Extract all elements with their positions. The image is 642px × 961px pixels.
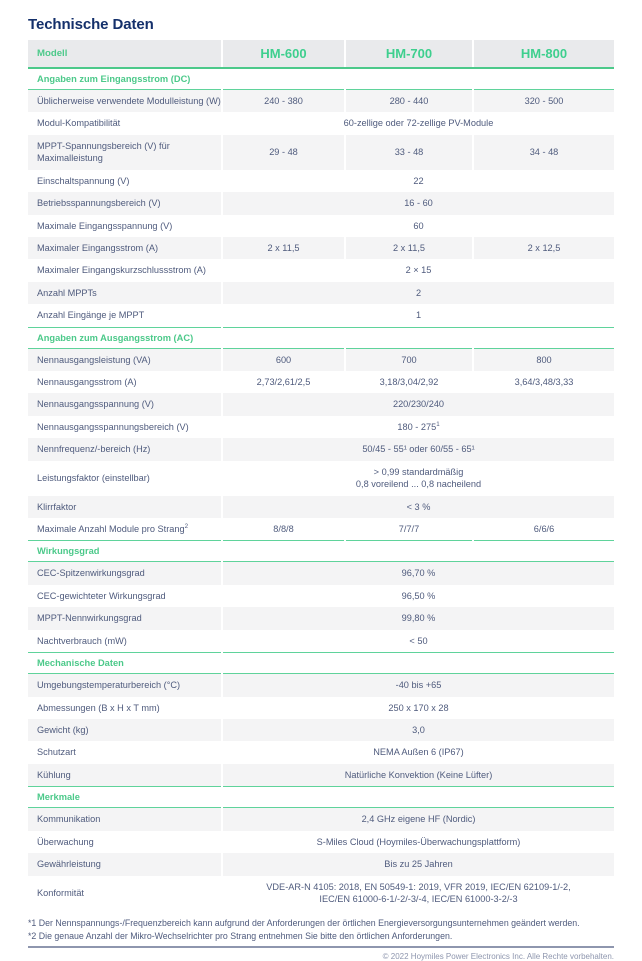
row-value-merged: 3,0: [222, 719, 614, 741]
row-value-merged: 1: [222, 304, 614, 327]
row-label-text: Maximale Anzahl Module pro Strang: [37, 524, 185, 535]
row-value-merged: < 3 %: [222, 496, 614, 518]
row-label: Abmessungen (B x H x T mm): [28, 697, 222, 719]
row-label: Schutzart: [28, 741, 222, 763]
row-value-merged: < 50: [222, 630, 614, 653]
copyright-notice: © 2022 Hoymiles Power Electronics Inc. Alle Rechte vorbehalten.: [382, 952, 614, 961]
row-value-1: 240 - 380: [222, 90, 345, 113]
row-value-3: 34 - 48: [473, 135, 614, 170]
row-value-merged: NEMA Außen 6 (IP67): [222, 741, 614, 763]
footnote-marker: 1: [436, 420, 440, 428]
table-row: [28, 438, 614, 460]
row-value-merged: 2: [222, 282, 614, 304]
section-header-row: [28, 68, 614, 90]
row-value-3: 6/6/6: [473, 518, 614, 541]
table-row: [28, 416, 614, 438]
table-row: [28, 393, 614, 415]
footnote-marker: 2: [184, 522, 189, 530]
row-label: Nachtverbrauch (mW): [28, 630, 222, 653]
table-row: [28, 764, 614, 787]
section-header-row: [28, 327, 614, 348]
row-value-merged: 22: [222, 170, 614, 192]
table-row: [28, 562, 614, 585]
row-label: Nennausgangsleistung (VA): [28, 348, 222, 371]
row-label: CEC-gewichteter Wirkungsgrad: [28, 585, 222, 607]
row-label: Betriebsspannungsbereich (V): [28, 192, 222, 214]
table-row: [28, 371, 614, 393]
row-value-merged: 16 - 60: [222, 192, 614, 214]
row-label: Klirrfaktor: [28, 496, 222, 518]
row-value-merged: 96,50 %: [222, 585, 614, 607]
section-title: Mechanische Daten: [28, 653, 614, 674]
technical-specifications-table: [28, 40, 614, 910]
row-label: Anzahl Eingänge je MPPT: [28, 304, 222, 327]
table-row: [28, 348, 614, 371]
row-label: Modul-Kompatibilität: [28, 112, 222, 134]
row-value-1: 2 x 11,5: [222, 237, 345, 259]
row-label: [28, 518, 222, 541]
row-value-line: VDE-AR-N 4105: 2018, EN 50549-1: 2019, VFR 2019, IEC/EN 62109-1/-2,: [266, 881, 571, 892]
section-title: Wirkungsgrad: [28, 541, 614, 562]
table-row: [28, 853, 614, 875]
table-row: [28, 90, 614, 113]
table-row: [28, 585, 614, 607]
row-label: Nennausgangsspannungsbereich (V): [28, 416, 222, 438]
table-row: [28, 876, 614, 911]
model-column-header-2: HM-700: [345, 40, 473, 68]
row-label: Gewicht (kg): [28, 719, 222, 741]
row-value-merged: Natürliche Konvektion (Keine Lüfter): [222, 764, 614, 787]
section-header-row: [28, 541, 614, 562]
table-row: [28, 282, 614, 304]
row-label: MPPT-Nennwirkungsgrad: [28, 607, 222, 629]
row-value-merged: 250 x 170 x 28: [222, 697, 614, 719]
row-value-merged: 60-zellige oder 72-zellige PV-Module: [222, 112, 614, 134]
row-value-1: 8/8/8: [222, 518, 345, 541]
table-row: [28, 304, 614, 327]
table-row: [28, 112, 614, 134]
row-value-1: 2,73/2,61/2,5: [222, 371, 345, 393]
row-value-merged: 60: [222, 215, 614, 237]
row-label: Maximaler Eingangskurzschlussstrom (A): [28, 259, 222, 281]
row-value-merged: -40 bis +65: [222, 674, 614, 697]
row-value-1: 29 - 48: [222, 135, 345, 170]
row-value-3: 2 x 12,5: [473, 237, 614, 259]
row-value-1: 600: [222, 348, 345, 371]
page-title: Technische Daten: [28, 16, 154, 33]
table-row: [28, 215, 614, 237]
table-row: [28, 607, 614, 629]
row-label: Anzahl MPPTs: [28, 282, 222, 304]
row-label: Nennausgangsstrom (A): [28, 371, 222, 393]
row-value-merged: 96,70 %: [222, 562, 614, 585]
section-header-row: [28, 653, 614, 674]
row-value-merged: 220/230/240: [222, 393, 614, 415]
section-title: Angaben zum Eingangsstrom (DC): [28, 68, 614, 90]
row-label: Üblicherweise verwendete Modulleistung (W): [28, 90, 222, 113]
row-value-merged: 99,80 %: [222, 607, 614, 629]
row-value-2: 7/7/7: [345, 518, 473, 541]
row-value-text: 180 - 275: [397, 421, 437, 432]
row-label: Konformität: [28, 876, 222, 911]
section-header-row: [28, 787, 614, 808]
row-value-merged: [222, 461, 614, 496]
row-label: Einschaltspannung (V): [28, 170, 222, 192]
row-label: Umgebungstemperaturbereich (°C): [28, 674, 222, 697]
table-row: [28, 630, 614, 653]
row-value-merged: 2,4 GHz eigene HF (Nordic): [222, 808, 614, 831]
header-label-cell: Modell: [28, 40, 222, 68]
row-label: Überwachung: [28, 831, 222, 853]
row-value-2: 700: [345, 348, 473, 371]
row-value-merged: S-Miles Cloud (Hoymiles-Überwachungsplattform): [222, 831, 614, 853]
row-value-2: 280 - 440: [345, 90, 473, 113]
row-label: Nennausgangsspannung (V): [28, 393, 222, 415]
row-value-line: > 0,99 standardmäßig: [373, 466, 464, 477]
table-row: [28, 170, 614, 192]
table-row: [28, 719, 614, 741]
table-row: [28, 518, 614, 541]
footnote-1: *1 Der Nennspannungs-/Frequenzbereich kann aufgrund der Anforderungen der örtlichen Energieversorgungsunternehmen geändert werden.: [28, 918, 580, 929]
row-value-2: 2 x 11,5: [345, 237, 473, 259]
row-label: CEC-Spitzenwirkungsgrad: [28, 562, 222, 585]
row-value-3: 3,64/3,48/3,33: [473, 371, 614, 393]
table-row: [28, 808, 614, 831]
table-row: [28, 461, 614, 496]
table-row: [28, 135, 614, 170]
row-value-line: IEC/EN 61000-6-1/-2/-3/-4, IEC/EN 61000-3-2/-3: [319, 893, 518, 904]
table-row: [28, 237, 614, 259]
row-value-merged: Bis zu 25 Jahren: [222, 853, 614, 875]
row-label: Maximale Eingangsspannung (V): [28, 215, 222, 237]
footnote-2: *2 Die genaue Anzahl der Mikro-Wechselrichter pro Strang entnehmen Sie bitte den örtlichen Anforderungen.: [28, 930, 453, 941]
row-value-merged: 50/45 - 55¹ oder 60/55 - 65¹: [222, 438, 614, 460]
model-column-header-1: HM-600: [222, 40, 345, 68]
row-value-line: 0,8 voreilend ... 0,8 nacheilend: [355, 479, 482, 490]
row-value-3: 800: [473, 348, 614, 371]
footnotes-block: [28, 917, 614, 942]
section-title: Angaben zum Ausgangsstrom (AC): [28, 327, 614, 348]
table-header-row: [28, 40, 614, 68]
row-label: MPPT-Spannungsbereich (V) für Maximalleistung: [28, 135, 222, 170]
table-row: [28, 741, 614, 763]
row-value-2: 3,18/3,04/2,92: [345, 371, 473, 393]
row-label: Maximaler Eingangsstrom (A): [28, 237, 222, 259]
table-row: [28, 496, 614, 518]
row-label: Kühlung: [28, 764, 222, 787]
section-title: Merkmale: [28, 787, 614, 808]
row-value-merged: 2 × 15: [222, 259, 614, 281]
table-row: [28, 674, 614, 697]
table-row: [28, 259, 614, 281]
row-label: Kommunikation: [28, 808, 222, 831]
row-label: Nennfrequenz/-bereich (Hz): [28, 438, 222, 460]
row-label: Gewährleistung: [28, 853, 222, 875]
table-row: [28, 192, 614, 214]
row-value-merged: [222, 876, 614, 911]
row-value-2: 33 - 48: [345, 135, 473, 170]
row-value-3: 320 - 500: [473, 90, 614, 113]
model-column-header-3: HM-800: [473, 40, 614, 68]
table-row: [28, 697, 614, 719]
row-value-merged: [222, 416, 614, 438]
row-label: Leistungsfaktor (einstellbar): [28, 461, 222, 496]
table-row: [28, 831, 614, 853]
